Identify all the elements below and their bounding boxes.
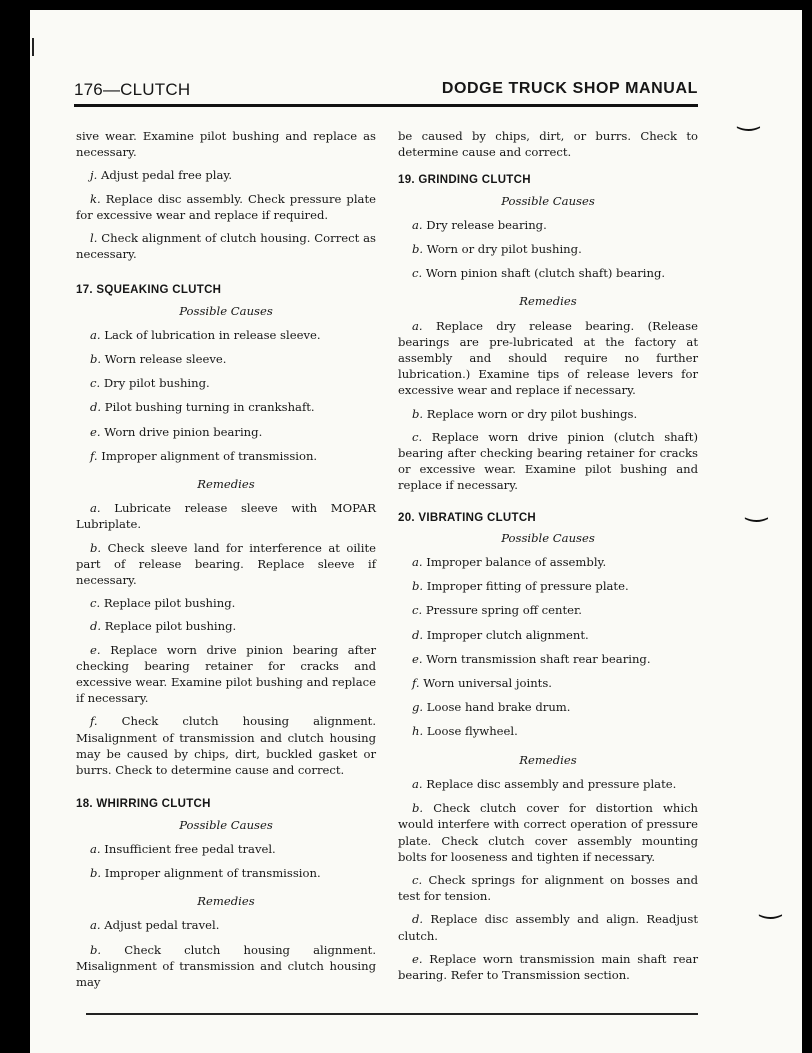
cause-item xyxy=(76,399,376,415)
remedy-item xyxy=(398,951,698,983)
cause-item xyxy=(76,375,376,391)
item-text: Worn universal joints. xyxy=(423,676,552,691)
remedy-item xyxy=(398,318,698,399)
remedy-item xyxy=(76,713,376,778)
item-letter: c. xyxy=(412,266,423,281)
item-letter: b. xyxy=(412,242,424,257)
remedy-item xyxy=(398,800,698,865)
section-heading: 20. VIBRATING CLUTCH xyxy=(398,511,537,524)
item-letter: b. xyxy=(412,801,424,816)
item-text: Check alignment of clutch housing. Correct as necessary. xyxy=(76,231,377,262)
cause-item xyxy=(398,602,698,618)
item-letter: h. xyxy=(412,724,424,739)
item-l xyxy=(76,230,376,262)
item-text: Dry release bearing. xyxy=(426,217,547,232)
remedy-item xyxy=(398,911,698,943)
scan-border-left xyxy=(0,0,30,1053)
item-text: Replace worn or dry pilot bushings. xyxy=(426,406,638,421)
page-header xyxy=(74,80,698,104)
item-text: Check clutch housing alignment. Misalignment of transmission and clutch housing may be caused by chips, dirt, buckled gasket or burrs. Check to determine cause and correct. xyxy=(76,714,377,778)
remedy-item xyxy=(76,540,376,589)
remedies-heading: Remedies xyxy=(519,752,577,767)
cause-item xyxy=(398,554,698,570)
cause-item xyxy=(76,351,376,367)
item-text: Insufficient free pedal travel. xyxy=(104,841,276,856)
item-k xyxy=(76,191,376,223)
item-text: Replace dry release bearing. (Release bearings are pre-lubricated at the factory at assembly and should require no further lubrication.) Examine tips of release levers for excessive wear and replace if necessary. xyxy=(398,318,698,398)
item-letter: b. xyxy=(412,579,424,594)
item-letter: c. xyxy=(412,872,423,887)
item-letter: a. xyxy=(90,841,101,856)
item-text: Dry pilot bushing. xyxy=(103,376,210,391)
item-j xyxy=(76,167,376,183)
item-letter: b. xyxy=(90,865,102,880)
item-text: Replace disc assembly and align. Readjust clutch. xyxy=(398,912,698,943)
item-letter: a. xyxy=(412,318,423,333)
cause-item xyxy=(398,241,698,257)
cause-item xyxy=(398,723,698,739)
item-letter: b. xyxy=(412,406,424,421)
item-letter: f. xyxy=(90,448,98,463)
section-heading: 18. WHIRRING CLUTCH xyxy=(76,798,211,811)
item-text: Improper alignment of transmission. xyxy=(101,448,318,463)
item-letter: d. xyxy=(90,400,102,415)
item-text: Replace disc assembly and pressure plate. xyxy=(426,776,677,791)
causes-heading: Possible Causes xyxy=(501,193,595,208)
item-letter: a. xyxy=(412,776,423,791)
item-letter: c. xyxy=(90,376,101,391)
item-letter: a. xyxy=(90,327,101,342)
item-text: Improper fitting of pressure plate. xyxy=(426,579,629,594)
item-text: Replace pilot bushing. xyxy=(104,619,237,634)
item-text: Improper alignment of transmission. xyxy=(104,865,321,880)
manual-title: DODGE TRUCK SHOP MANUAL xyxy=(441,80,698,97)
left-column xyxy=(76,128,376,997)
item-letter: f. xyxy=(412,676,420,691)
causes-heading: Possible Causes xyxy=(179,817,273,832)
item-text: Check sleeve land for interference at oilite part of release bearing. Replace sleeve if necessary. xyxy=(76,540,376,588)
item-text: Check springs for alignment on bosses and test for tension. xyxy=(398,872,698,904)
item-letter: e. xyxy=(90,642,101,657)
remedies-heading: Remedies xyxy=(197,477,255,492)
item-letter: b. xyxy=(90,540,102,555)
punch-mark-1: ‿ xyxy=(738,102,759,132)
cause-item xyxy=(398,675,698,691)
item-text: Replace worn drive pinion (clutch shaft) bearing after checking bearing retainer for cracks or excessive wear. Examine pilot bushing and replace if necessary. xyxy=(398,429,698,493)
header-rule xyxy=(74,104,698,107)
item-text: Worn or dry pilot bushing. xyxy=(426,242,582,257)
causes-heading: Possible Causes xyxy=(501,530,595,545)
page-tick-mark xyxy=(32,38,34,56)
item-text: Check clutch housing alignment. Misalignment of transmission and clutch housing may xyxy=(76,942,377,989)
cause-item xyxy=(398,699,698,715)
item-text: Improper clutch alignment. xyxy=(426,627,589,642)
remedy-item xyxy=(398,872,698,904)
remedy-item xyxy=(398,406,698,422)
item-letter: d. xyxy=(412,627,424,642)
item-text: Replace disc assembly. Check pressure plate for excessive wear and replace if required. xyxy=(76,191,376,222)
remedy-item xyxy=(76,917,376,933)
item-letter: e. xyxy=(412,651,423,666)
item-text: Worn release sleeve. xyxy=(104,352,227,367)
item-text: Loose flywheel. xyxy=(426,724,518,739)
item-letter: d. xyxy=(90,619,102,634)
item-text: Lack of lubrication in release sleeve. xyxy=(104,327,321,342)
item-letter: e. xyxy=(90,424,101,439)
item-letter: c. xyxy=(90,596,101,611)
item-letter: a. xyxy=(412,555,423,570)
item-letter: c. xyxy=(412,603,423,618)
remedy-item xyxy=(76,642,376,707)
right-column xyxy=(398,128,698,990)
item-text: Loose hand brake drum. xyxy=(426,700,571,715)
item-text: Worn drive pinion bearing. xyxy=(104,424,263,439)
intro-paragraph: be caused by chips, dirt, or burrs. Check to determine cause and correct. xyxy=(398,129,698,160)
item-text: Replace worn transmission main shaft rear bearing. Refer to Transmission section. xyxy=(398,951,698,982)
item-text: Lubricate release sleeve with MOPAR Lubriplate. xyxy=(76,501,376,532)
section-heading: 17. SQUEAKING CLUTCH xyxy=(76,284,222,297)
causes-heading: Possible Causes xyxy=(179,303,273,318)
cause-item xyxy=(76,424,376,440)
footer-rule xyxy=(86,1013,698,1015)
remedies-heading: Remedies xyxy=(197,894,255,909)
remedy-item xyxy=(76,942,376,991)
page-number-title: 176—CLUTCH xyxy=(74,80,191,99)
item-letter: f. xyxy=(90,714,98,729)
punch-mark-2: ‿ xyxy=(746,493,767,523)
item-letter: j. xyxy=(90,168,98,183)
cause-item xyxy=(76,327,376,343)
item-text: Adjust pedal travel. xyxy=(104,918,220,933)
remedy-item xyxy=(76,500,376,532)
item-letter: a. xyxy=(412,217,423,232)
remedy-item xyxy=(76,618,376,634)
item-letter: k. xyxy=(90,191,101,206)
cause-item xyxy=(76,841,376,857)
item-text: Worn pinion shaft (clutch shaft) bearing. xyxy=(425,266,666,281)
item-letter: g. xyxy=(412,700,424,715)
item-letter: d. xyxy=(412,912,424,927)
cause-item xyxy=(76,865,376,881)
punch-mark-3: ‿ xyxy=(760,890,781,920)
remedies-heading: Remedies xyxy=(519,294,577,309)
item-letter: e. xyxy=(412,951,423,966)
remedy-item xyxy=(398,776,698,792)
cause-item xyxy=(398,578,698,594)
scan-border-right xyxy=(802,0,812,1053)
item-letter: a. xyxy=(90,918,101,933)
section-heading: 19. GRINDING CLUTCH xyxy=(398,174,531,187)
remedy-item xyxy=(398,429,698,494)
intro-paragraph: sive wear. Examine pilot bushing and replace as necessary. xyxy=(76,129,376,160)
item-letter: l. xyxy=(90,231,98,246)
item-letter: b. xyxy=(90,352,102,367)
item-text: Worn transmission shaft rear bearing. xyxy=(426,651,651,666)
item-letter: a. xyxy=(90,501,101,516)
item-text: Adjust pedal free play. xyxy=(100,168,233,183)
item-letter: b. xyxy=(90,942,102,957)
cause-item xyxy=(398,217,698,233)
remedy-item xyxy=(76,595,376,611)
item-text: Replace worn drive pinion bearing after checking bearing retainer for cracks and excessive wear. Examine pilot bushing and replace if necessary. xyxy=(76,642,376,706)
item-text: Check clutch cover for distortion which would interfere with correct operation of pressure plate. Check clutch cover assembly mounting bolts for looseness and tighten if necessary. xyxy=(398,801,698,864)
item-letter: c. xyxy=(412,429,423,444)
item-text: Pressure spring off center. xyxy=(425,603,582,618)
cause-item xyxy=(76,448,376,464)
cause-item xyxy=(398,265,698,281)
item-text: Replace pilot bushing. xyxy=(103,596,236,611)
item-text: Pilot bushing turning in crankshaft. xyxy=(104,400,315,415)
item-text: Improper balance of assembly. xyxy=(426,555,607,570)
cause-item xyxy=(398,627,698,643)
cause-item xyxy=(398,651,698,667)
scan-border-top xyxy=(0,0,812,10)
